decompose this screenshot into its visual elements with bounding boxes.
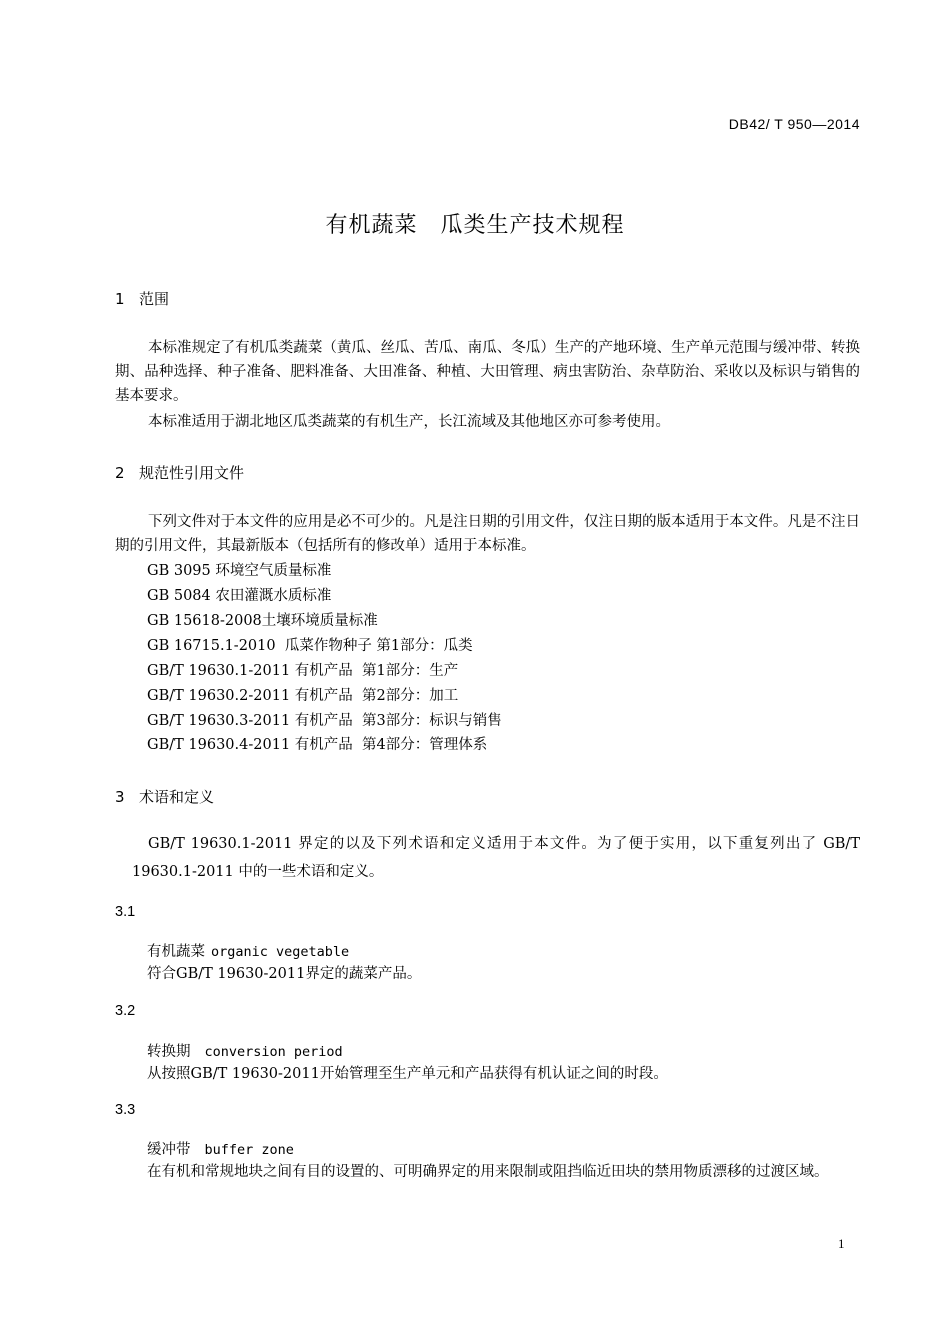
reference-item: GB/T 19630.1-2011 有机产品 第1部分：生产 (147, 663, 459, 679)
term-number: 3.2 (115, 1003, 136, 1019)
section-title: 术语和定义 (139, 788, 215, 806)
term-entry (147, 1138, 294, 1159)
section-title: 规范性引用文件 (139, 464, 245, 482)
term-chinese: 有机蔬菜 (147, 944, 205, 960)
term-number: 3.1 (115, 904, 136, 920)
section-1-heading (115, 288, 169, 309)
section-3-heading (115, 786, 214, 807)
term-chinese: 缓冲带 (147, 1142, 191, 1158)
reference-item: GB 3095 环境空气质量标准 (147, 563, 332, 579)
term-definition: 从按照GB/T 19630-2011开始管理至生产单元和产品获得有机认证之间的时段。 (147, 1066, 668, 1082)
paragraph: GB/T 19630.1-2011 界定的以及下列术语和定义适用于本文件。为了便于实用，以下重复列出了 GB/T 19630.1-2011 中的一些术语和定义。 (132, 836, 860, 880)
section-title: 范围 (139, 290, 170, 308)
term-definition: 在有机和常规地块之间有目的设置的、可明确界定的用来限制或阻挡临近田块的禁用物质漂移的过渡区域。 (147, 1164, 829, 1180)
section-number: 2 (115, 464, 125, 482)
reference-item: GB 16715.1-2010 瓜菜作物种子 第1部分：瓜类 (147, 638, 473, 654)
term-definition: 符合GB/T 19630-2011界定的蔬菜产品。 (147, 966, 422, 982)
term-chinese: 转换期 (147, 1044, 191, 1060)
paragraph: 本标准适用于湖北地区瓜类蔬菜的有机生产，长江流域及其他地区亦可参考使用。 (148, 414, 670, 430)
reference-item: GB 5084 农田灌溉水质标准 (147, 588, 332, 604)
term-entry (147, 1040, 343, 1061)
term-english: conversion period (204, 1044, 343, 1060)
reference-item: GB/T 19630.3-2011 有机产品 第3部分：标识与销售 (147, 713, 502, 729)
reference-item: GB 15618-2008土壤环境质量标准 (147, 613, 378, 629)
section-number: 1 (115, 290, 125, 308)
reference-item: GB/T 19630.2-2011 有机产品 第2部分：加工 (147, 688, 459, 704)
reference-item: GB/T 19630.4-2011 有机产品 第4部分：管理体系 (147, 737, 488, 753)
document-title: 有机蔬菜 瓜类生产技术规程 (325, 213, 625, 238)
term-english: organic vegetable (211, 944, 350, 960)
term-english: buffer zone (204, 1142, 294, 1158)
section-number: 3 (115, 788, 125, 806)
document-code: DB42/ T 950—2014 (728, 116, 860, 132)
page-number: 1 (838, 1236, 845, 1251)
section-2-heading (115, 462, 244, 483)
term-number: 3.3 (115, 1102, 136, 1118)
paragraph: 下列文件对于本文件的应用是必不可少的。凡是注日期的引用文件，仅注日期的版本适用于本文件。凡是不注日期的引用文件，其最新版本（包括所有的修改单）适用于本标准。 (115, 514, 860, 554)
paragraph: 本标准规定了有机瓜类蔬菜（黄瓜、丝瓜、苦瓜、南瓜、冬瓜）生产的产地环境、生产单元范围与缓冲带、转换期、品种选择、种子准备、肥料准备、大田准备、种植、大田管理、病虫害防治、杂草防治、采收以及标识与销售的基本要求。 (115, 340, 860, 404)
term-entry (147, 940, 349, 961)
